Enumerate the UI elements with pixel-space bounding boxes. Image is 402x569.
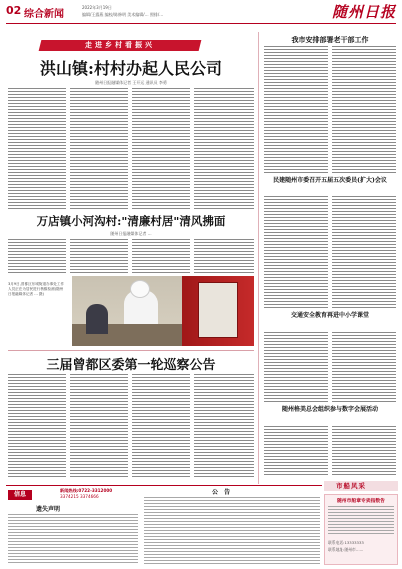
right-story4-col-a xyxy=(264,426,328,476)
right-story1-headline: 我市安排部署老干部工作 xyxy=(291,35,369,44)
section-title: 综合新闻 xyxy=(24,9,64,20)
paper-name-logo: 随州日报 xyxy=(331,3,396,21)
editor-line: 编辑/王露燕 编校/陈修明 美术编辑/… 照排/… xyxy=(82,12,164,17)
story2-col-2 xyxy=(70,239,128,273)
story1-byline: 随州日报融媒体记者 王开运 通讯员 李勇 xyxy=(95,80,167,85)
column-divider xyxy=(258,32,259,484)
lost-notice-title: 遗失声明 xyxy=(36,506,61,513)
masthead-rule xyxy=(6,23,396,24)
right-story3-headline: 交通安全教育再进中小学课堂 xyxy=(290,312,369,319)
column-label: 市船风采 xyxy=(336,482,366,490)
right-story2-col-a xyxy=(264,196,328,308)
story1-col-1 xyxy=(8,88,66,210)
story1-col-4 xyxy=(194,88,254,210)
story3-col-4 xyxy=(194,374,254,478)
photo-banner-sign xyxy=(198,282,238,338)
ad-title: 随州市船章专卖指数告 xyxy=(337,499,385,504)
story3-col-2 xyxy=(70,374,128,478)
right-story1-col-a xyxy=(264,46,328,174)
news-photo xyxy=(72,276,254,346)
public-notice-title: 公 告 xyxy=(212,489,233,496)
right-story2-col-b xyxy=(332,196,396,308)
lost-notice-body xyxy=(8,514,138,564)
story2-byline: 随州日报融媒体记者 … xyxy=(110,231,152,236)
story2-col-1 xyxy=(8,239,66,273)
story1-col-3 xyxy=(132,88,190,210)
bottom-rule xyxy=(6,485,322,486)
ad-line-1: 联系电话:13333333 xyxy=(328,540,364,545)
story2-col-4 xyxy=(194,239,254,273)
right-story4-col-b xyxy=(332,426,396,476)
photo-worker-head xyxy=(130,280,150,298)
date-line: 2022年3月19日 xyxy=(82,5,112,10)
right-story3-col-b xyxy=(332,332,396,404)
story1-col-2 xyxy=(70,88,128,210)
info-label: 信息 xyxy=(8,490,32,500)
photo-caption: 3月9日,曾都区东城街道办事处工作人员正在为居民进行核酸检测(随州日报融媒体记者 … 摄) xyxy=(8,282,65,296)
story3-top-rule xyxy=(8,350,254,351)
story2-col-3 xyxy=(132,239,190,273)
ad-body xyxy=(328,506,394,536)
right-story4-headline: 随州格美总会组织参与数字会展活动 xyxy=(281,406,378,413)
hotline: 新闻热线:0722-3312000 xyxy=(60,488,113,493)
right-story2-headline: 民建随州市委召开五届五次委员(扩大)会议 xyxy=(273,177,387,184)
public-notice-body xyxy=(144,497,320,565)
story3-col-1 xyxy=(8,374,66,478)
right-story1-col-b xyxy=(332,46,396,174)
story3-col-3 xyxy=(132,374,190,478)
masthead xyxy=(0,0,402,24)
story3-headline: 三届曾都区委第一轮巡察公告 xyxy=(46,358,216,373)
hotline-numbers: 3374215 3374666 xyxy=(60,494,99,499)
right-story3-col-a xyxy=(264,332,328,404)
ad-line-2: 联系地址:随州市…… xyxy=(328,547,364,552)
photo-person-left xyxy=(86,304,108,334)
story2-headline: 万店镇小河沟村:"清廉村居"清风拂面 xyxy=(36,214,226,228)
story1-headline: 洪山镇:村村办起人民公司 xyxy=(40,59,222,78)
section-number: 02 xyxy=(6,4,22,17)
rural-banner-text: 走进乡村看振兴 xyxy=(85,41,155,49)
